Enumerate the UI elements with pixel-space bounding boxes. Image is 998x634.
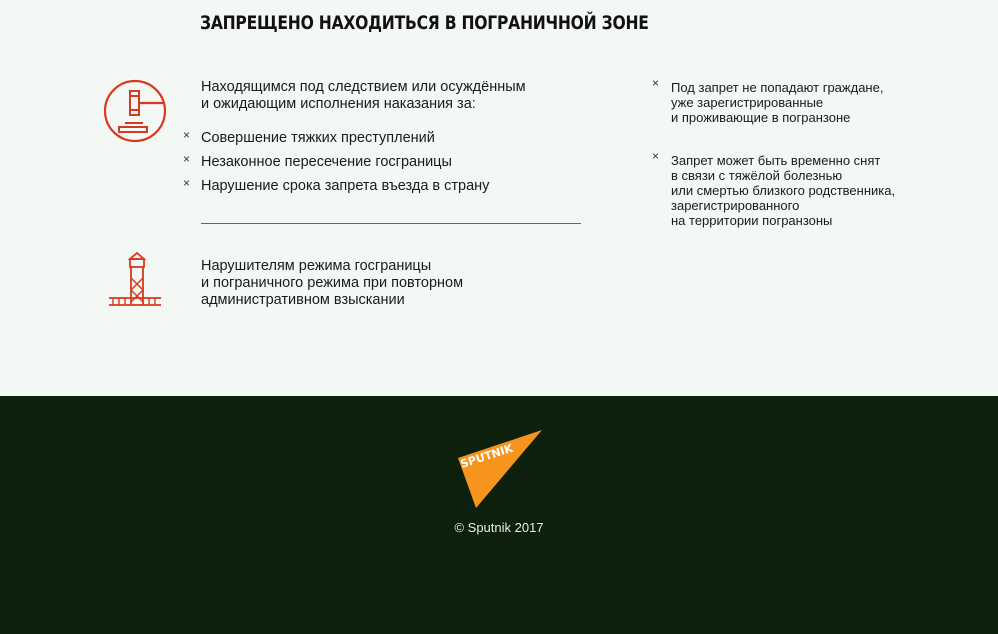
section2-text bbox=[201, 258, 581, 309]
section2-line: административном взыскании bbox=[201, 292, 405, 308]
gavel-icon bbox=[103, 79, 167, 143]
list-item-text: Нарушение срока запрета въезда в страну bbox=[201, 178, 490, 194]
note-line: в связи с тяжёлой болезнью bbox=[671, 168, 843, 183]
note-line: Запрет может быть временно снят bbox=[671, 153, 881, 168]
list-item bbox=[183, 153, 603, 177]
cross-icon: × bbox=[652, 76, 660, 90]
section-divider bbox=[201, 223, 581, 224]
section2-line: и пограничного режима при повторном bbox=[201, 275, 464, 291]
section2-line: Нарушителям режима госграницы bbox=[201, 258, 432, 274]
list-item-text: Совершение тяжких преступлений bbox=[201, 130, 435, 146]
list-item bbox=[183, 177, 603, 201]
note-line: и проживающие в погранзоне bbox=[671, 110, 851, 125]
offense-list bbox=[183, 129, 603, 201]
cross-icon: × bbox=[183, 176, 191, 190]
page-title: ЗАПРЕЩЕНО НАХОДИТЬСЯ В ПОГРАНИЧНОЙ ЗОНЕ bbox=[200, 12, 649, 34]
note-line: или смертью близкого родственника, bbox=[671, 183, 896, 198]
note-line: на территории погранзоны bbox=[671, 213, 833, 228]
note-line: уже зарегистрированные bbox=[671, 95, 824, 110]
list-item bbox=[183, 129, 603, 153]
logo-text: SPUTNIK bbox=[458, 441, 515, 471]
note-line: зарегистрированного bbox=[671, 198, 800, 213]
cross-icon: × bbox=[183, 128, 191, 142]
note-item bbox=[652, 78, 982, 151]
list-item-text: Незаконное пересечение госграницы bbox=[201, 154, 452, 170]
intro-line: и ожидающим исполнения наказания за: bbox=[201, 96, 476, 112]
cross-icon: × bbox=[652, 149, 660, 163]
cross-icon: × bbox=[183, 152, 191, 166]
copyright: © Sputnik 2017 bbox=[454, 520, 544, 535]
section1-intro bbox=[201, 79, 581, 113]
intro-line: Находящимся под следствием или осуждённым bbox=[201, 79, 526, 95]
notes-column bbox=[652, 76, 982, 228]
watchtower-icon bbox=[107, 250, 163, 310]
sputnik-logo[interactable] bbox=[456, 428, 544, 510]
note-line: Под запрет не попадают граждане, bbox=[671, 80, 884, 95]
